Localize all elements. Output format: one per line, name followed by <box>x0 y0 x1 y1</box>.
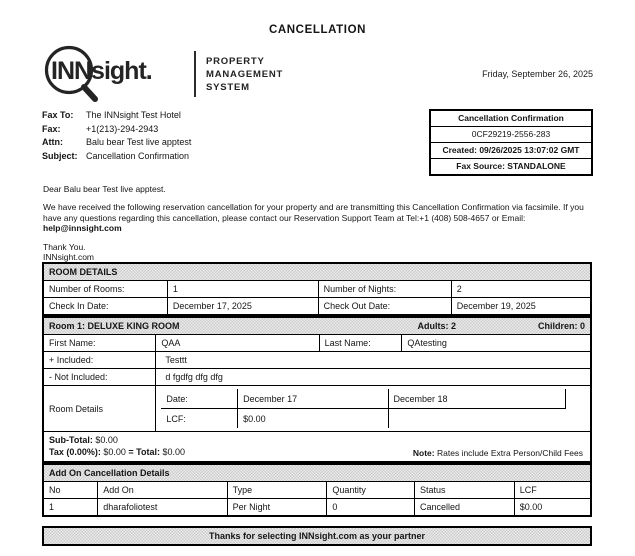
confirmation-created: Created: 09/26/2025 13:07:02 GMT <box>431 142 591 158</box>
col-quantity: Quantity <box>327 482 415 499</box>
not-included-row <box>43 369 591 386</box>
footer-bar: Thanks for selecting INNsight.com as your partner <box>42 526 592 546</box>
rates-note <box>413 448 585 458</box>
logo-tagline <box>206 55 283 94</box>
included-label: + Included: <box>43 352 156 369</box>
number-of-nights-value: 2 <box>451 281 591 298</box>
attn-value: Balu bear Test live apptest <box>86 137 192 147</box>
room1-header-row <box>43 317 591 335</box>
note-text: Rates include Extra Person/Child Fees <box>437 448 583 459</box>
fax-number-value: +1(213)-294-2943 <box>86 123 159 134</box>
confirmation-fax-source: Fax Source: STANDALONE <box>431 158 591 174</box>
col-no: No <box>43 482 98 499</box>
lcf-2 <box>388 409 585 429</box>
tax-label: Tax (0.00%): <box>49 446 101 457</box>
tax-total-line <box>49 447 185 459</box>
room-rates-grid <box>156 386 591 432</box>
addon-type: Per Night <box>227 499 327 517</box>
fax-band <box>42 109 593 176</box>
letter-body-block <box>43 184 592 262</box>
document-title: CANCELLATION <box>268 24 367 36</box>
addon-status: Cancelled <box>415 499 515 517</box>
last-name-value: QAtesting <box>402 335 591 352</box>
room-details-header-row <box>43 263 591 281</box>
room-details-cell-label: Room Details <box>43 386 156 432</box>
fax-to-row <box>42 109 191 123</box>
lcf-label: LCF: <box>161 409 237 429</box>
addons-table <box>42 463 592 517</box>
logo-divider <box>194 51 196 97</box>
date-label: Date: <box>161 389 237 409</box>
subtotal-cell <box>43 432 591 463</box>
letter-signature: INNsight.com <box>43 252 95 263</box>
checkin-checkout-row <box>43 298 591 316</box>
confirmation-number: 0CF29219-2556-283 <box>431 126 591 142</box>
subject-label: Subject: <box>42 150 78 161</box>
number-of-rooms-label: Number of Rooms: <box>43 281 167 298</box>
rate-lcf-row <box>161 409 585 429</box>
room-rates-row <box>43 386 591 432</box>
included-value: Testtt <box>156 352 591 369</box>
check-out-label: Check Out Date: <box>318 298 451 316</box>
col-addon: Add On <box>98 482 227 499</box>
subtotal-label: Sub-Total: <box>49 435 93 446</box>
col-lcf: LCF <box>514 482 591 499</box>
innsight-logo <box>42 45 283 103</box>
document-date: Friday, September 26, 2025 <box>482 69 593 79</box>
fax-number-label: Fax: <box>42 123 61 134</box>
letter-thanks: Thank You. <box>43 241 86 252</box>
letter-paragraph <box>43 202 592 233</box>
subtotal-value: $0.00 <box>95 435 118 446</box>
magnifier-logo-icon <box>42 45 188 103</box>
letter-body-text: We have received the following reservation cancellation for your property and are transmitting this Cancellation Confirmation via facsimile. If you have any questions regarding this cancellation, please contact our Reservation Support Team at Tel:+1 (408) 508-4657 or Email: <box>43 202 584 223</box>
room-details-header: ROOM DETAILS <box>43 263 591 281</box>
not-included-value: d fgdfg dfg dfg <box>156 369 591 386</box>
confirmation-box <box>429 109 593 176</box>
total-label: = Total: <box>128 446 161 457</box>
addon-lcf: $0.00 <box>514 499 591 517</box>
room1-title: Room 1: DELUXE KING ROOM <box>49 321 180 332</box>
letter-greeting: Dear Balu bear Test live apptest. <box>43 184 166 194</box>
check-in-value: December 17, 2025 <box>167 298 318 316</box>
date-1: December 17 <box>238 389 388 409</box>
first-name-label: First Name: <box>43 335 156 352</box>
tagline-line-2: MANAGEMENT <box>206 68 284 80</box>
check-out-value: December 19, 2025 <box>451 298 591 316</box>
col-type: Type <box>227 482 327 499</box>
date-2: December 18 <box>388 389 566 409</box>
tagline-line-1: PROPERTY <box>206 55 265 67</box>
subtotal-lines <box>49 435 185 458</box>
attn-row <box>42 136 191 150</box>
not-included-label: - Not Included: <box>43 369 156 386</box>
fax-to-label: Fax To: <box>42 110 74 120</box>
addon-quantity: 0 <box>327 499 415 517</box>
rates-inner-table <box>161 389 585 428</box>
number-of-rooms-value: 1 <box>167 281 318 298</box>
header-band <box>42 45 593 103</box>
room1-table <box>42 316 592 463</box>
addons-header: Add On Cancellation Details <box>43 464 591 482</box>
subtotal-line <box>49 435 185 447</box>
rate-row-filler <box>566 389 585 409</box>
subtotal-row <box>43 432 591 463</box>
magnifier-handle-icon <box>84 87 95 99</box>
support-email: help@innsight.com <box>43 223 122 234</box>
attn-label: Attn: <box>42 137 63 147</box>
total-value: $0.00 <box>162 446 186 457</box>
lcf-1: $0.00 <box>238 409 388 429</box>
guest-name-row <box>43 335 591 352</box>
last-name-label: Last Name: <box>319 335 402 352</box>
fax-to-value: The INNsight Test Hotel <box>86 110 181 120</box>
fax-info-block <box>42 109 191 163</box>
addon-name: dharafoliotest <box>98 499 227 517</box>
subject-value: Cancellation Confirmation <box>86 150 190 161</box>
rooms-nights-row <box>43 281 591 298</box>
addons-column-header-row <box>43 482 591 499</box>
confirmation-title: Cancellation Confirmation <box>458 113 564 123</box>
room1-header <box>43 317 591 335</box>
addons-header-row <box>43 464 591 482</box>
subject-row <box>42 150 191 164</box>
fax-number-row <box>42 123 191 137</box>
tax-value: $0.00 <box>103 446 126 457</box>
number-of-nights-label: Number of Nights: <box>318 281 451 298</box>
tagline-line-3: SYSTEM <box>206 81 250 93</box>
room-details-table <box>42 262 592 316</box>
check-in-label: Check In Date: <box>43 298 167 316</box>
brand-name: INNsight. <box>51 57 152 85</box>
note-label: Note: <box>412 448 435 459</box>
rate-dates-row <box>161 389 585 409</box>
included-row <box>43 352 591 369</box>
adults-count: Adults: 2 <box>417 321 456 332</box>
col-status: Status <box>415 482 515 499</box>
first-name-value: QAA <box>156 335 319 352</box>
children-count: Children: 0 <box>537 321 585 332</box>
addon-data-row <box>43 499 591 517</box>
addon-no: 1 <box>43 499 98 517</box>
